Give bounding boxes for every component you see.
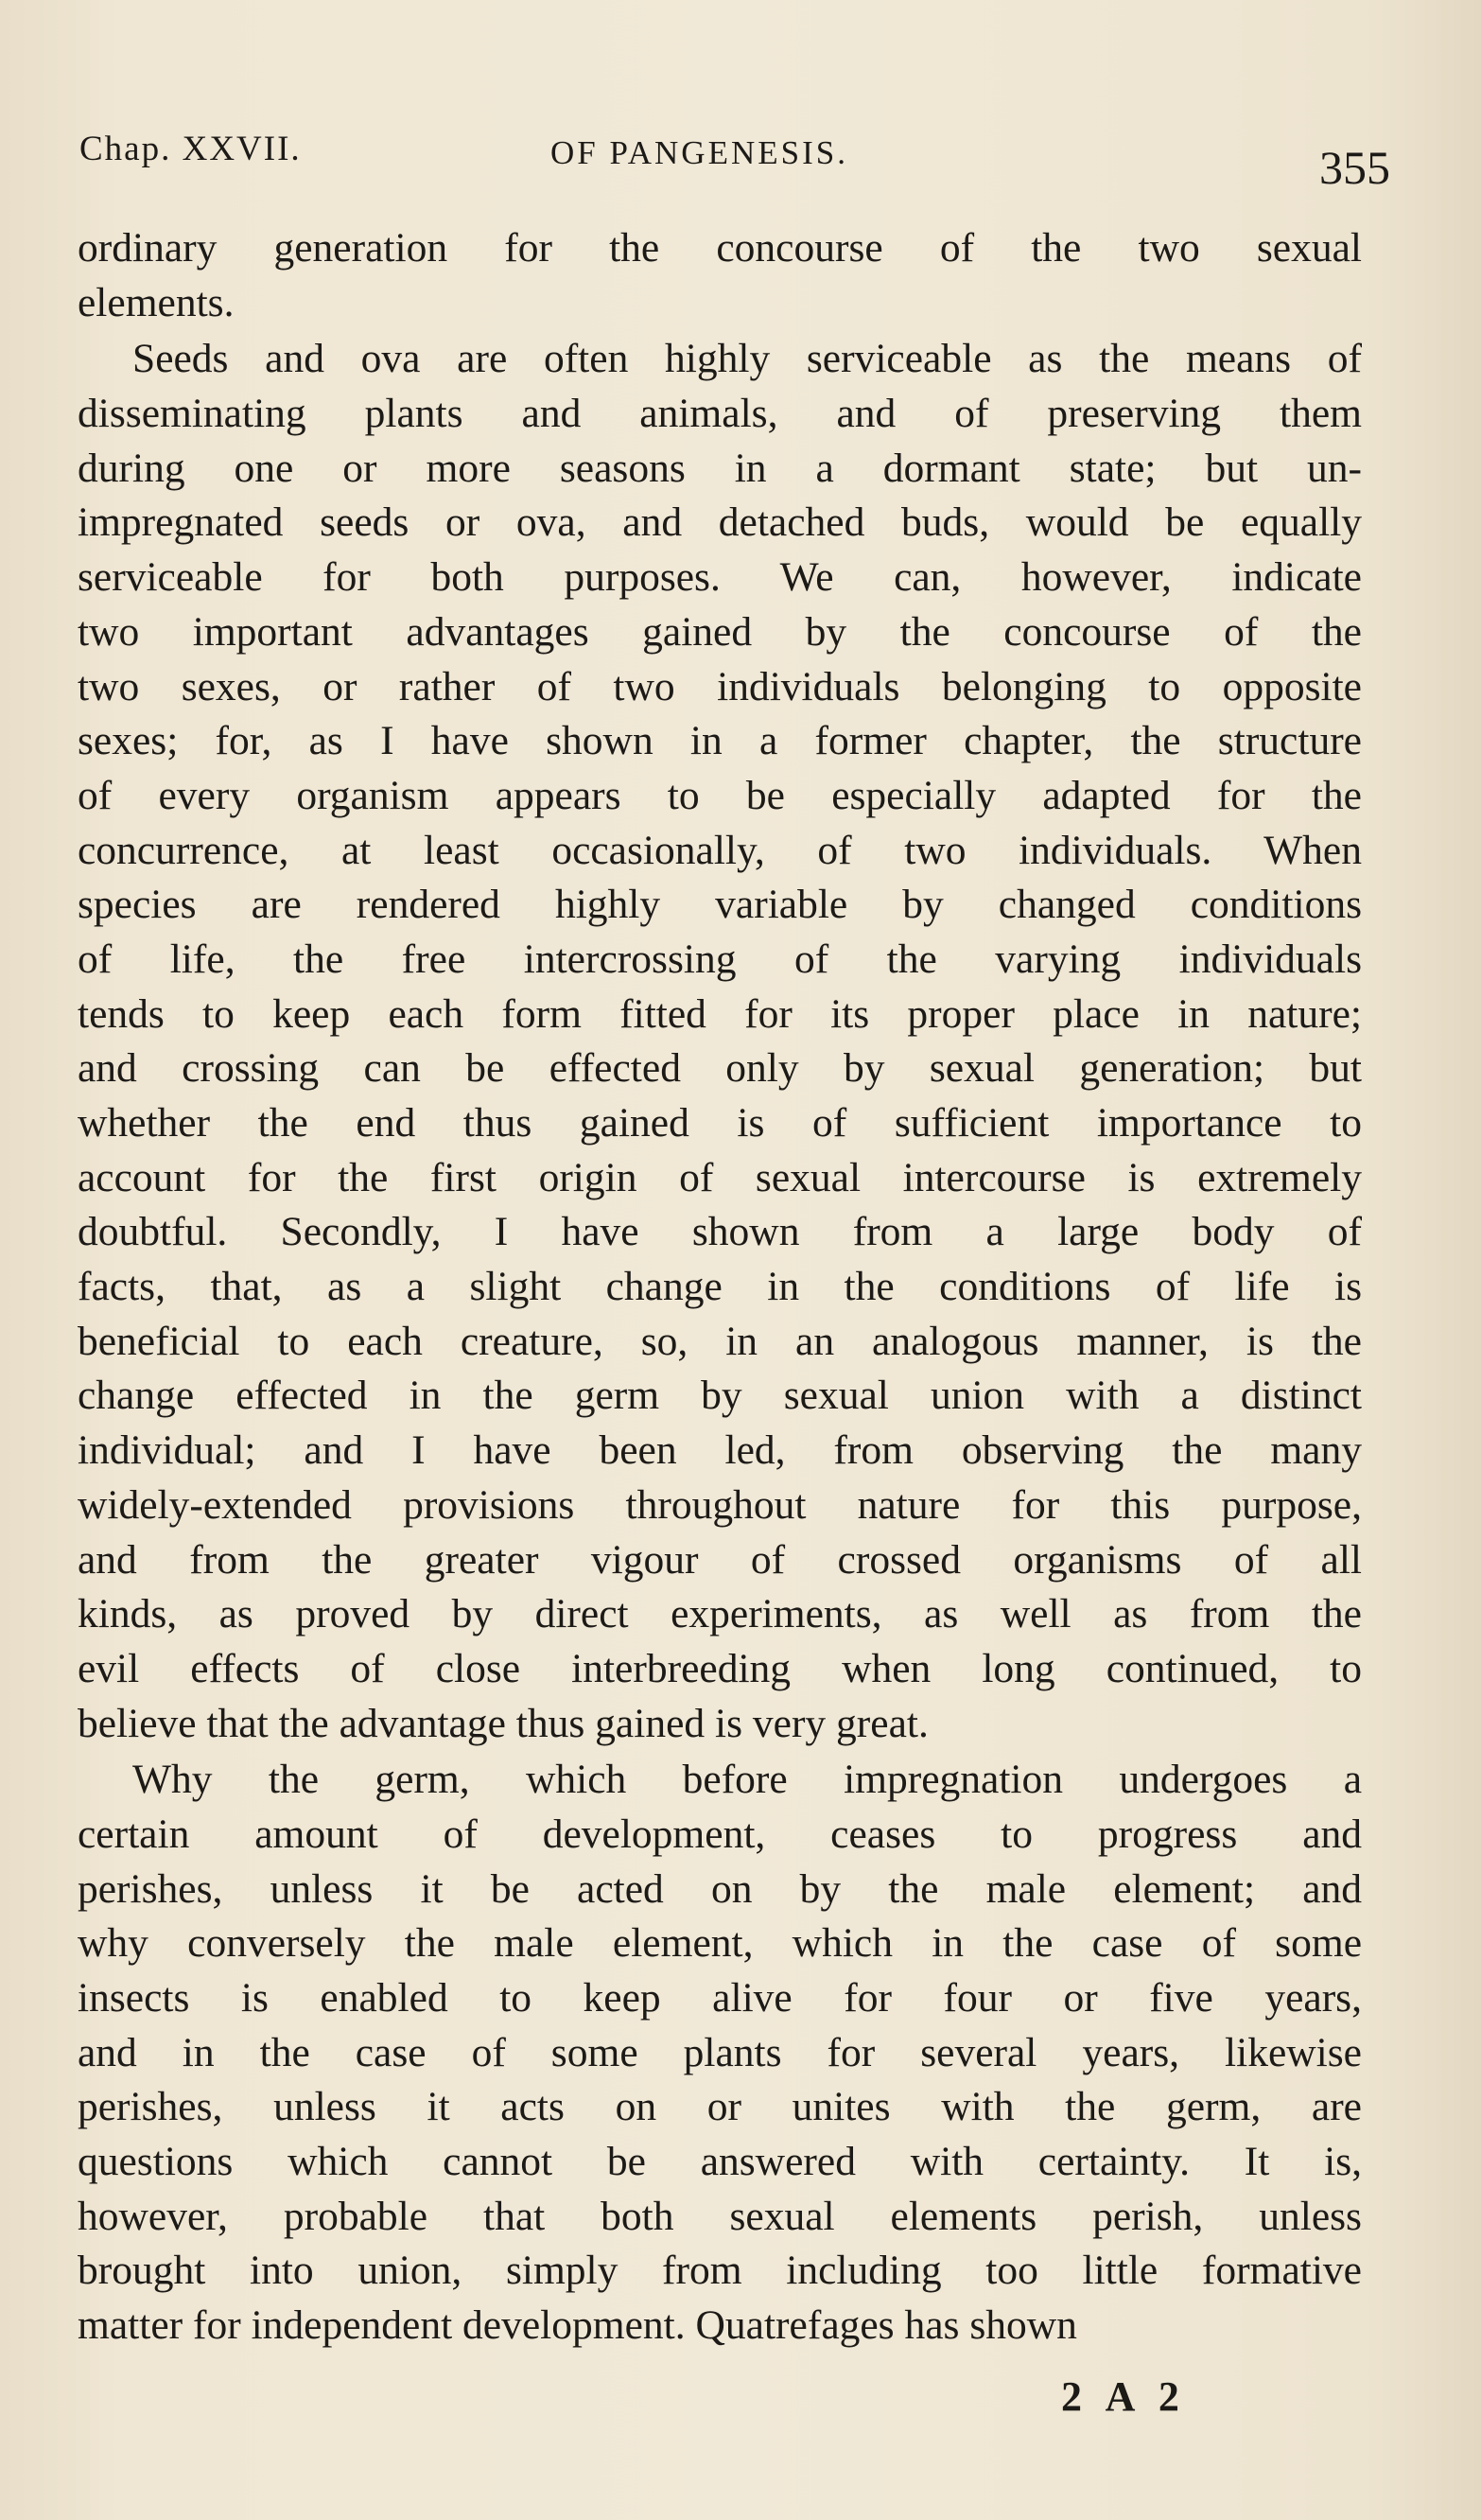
text-line: however, probable that both sexual elements perish, unless (78, 2193, 1362, 2239)
page-number: 355 (1319, 141, 1390, 194)
text-line: perishes, unless it be acted on by the male element; and (78, 1865, 1362, 1912)
body-text (78, 221, 1362, 2354)
running-header (79, 121, 1390, 197)
text-line: and from the greater vigour of crossed organisms of all (78, 1536, 1362, 1583)
text-line: certain amount of development, ceases to progress and (78, 1811, 1362, 1857)
text-line: doubtful. Secondly, I have shown from a large body of (78, 1209, 1362, 1255)
text-line: tends to keep each form fitted for its proper place in nature; (78, 990, 1362, 1037)
text-line: and crossing can be effected only by sexual generation; but (78, 1045, 1362, 1092)
text-line: two sexes, or rather of two individuals belonging to opposite (78, 663, 1362, 709)
text-line: perishes, unless it acts on or unites with the germ, are (78, 2084, 1362, 2130)
text-line: facts, that, as a slight change in the conditions of life is (78, 1264, 1362, 1310)
text-line: questions which cannot be answered with certainty. It is, (78, 2139, 1362, 2185)
text-line: believe that the advantage thus gained is very great. (78, 1700, 929, 1746)
text-line: evil effects of close interbreeding when long continued, to (78, 1645, 1362, 1691)
text-line: account for the first origin of sexual intercourse is extremely (78, 1154, 1362, 1200)
paragraph (78, 332, 1362, 1751)
text-line: concurrence, at least occasionally, of two individuals. When (78, 827, 1362, 873)
signature-mark: 2 A 2 (1061, 2373, 1187, 2420)
paragraph (78, 221, 1362, 330)
text-line: elements. (78, 279, 235, 325)
text-line: of every organism appears to be especially adapted for the (78, 772, 1362, 818)
text-line: serviceable for both purposes. We can, however, indicate (78, 554, 1362, 601)
text-line: and in the case of some plants for several years, likewise (78, 2029, 1362, 2075)
text-line: disseminating plants and animals, and of preserving them (78, 391, 1362, 437)
text-line: of life, the free intercrossing of the varying individuals (78, 936, 1362, 982)
text-line: during one or more seasons in a dormant state; but un- (78, 445, 1362, 491)
text-line: kinds, as proved by direct experiments, as well as from the (78, 1591, 1362, 1637)
text-line: why conversely the male element, which in the case of some (78, 1920, 1362, 1967)
text-line: beneficial to each creature, so, in an analogous manner, is the (78, 1318, 1362, 1364)
text-line: Seeds and ova are often highly serviceable as the means of (132, 336, 1362, 382)
paragraph (78, 1753, 1362, 2354)
text-line: species are rendered highly variable by changed conditions (78, 882, 1362, 928)
text-line: sexes; for, as I have shown in a former chapter, the structure (78, 718, 1362, 764)
text-line: widely-extended provisions throughout nature for this purpose, (78, 1481, 1362, 1528)
text-line: individual; and I have been led, from observing the many (78, 1427, 1362, 1474)
chapter-label: Chap. XXVII. (79, 130, 302, 168)
text-line: two important advantages gained by the concourse of the (78, 608, 1362, 655)
text-line: matter for independent development. Quatrefages has shown (78, 2302, 1077, 2349)
text-line: brought into union, simply from including too little formative (78, 2248, 1362, 2294)
text-line: Why the germ, which before impregnation undergoes a (132, 1757, 1362, 1803)
running-title: OF PANGENESIS. (550, 134, 848, 171)
text-line: impregnated seeds or ova, and detached buds, would be equally (78, 499, 1362, 546)
text-line: ordinary generation for the concourse of the two sexual (78, 225, 1362, 271)
text-line: whether the end thus gained is of sufficient importance to (78, 1100, 1362, 1146)
text-line: insects is enabled to keep alive for four or five years, (78, 1975, 1362, 2021)
text-line: change effected in the germ by sexual union with a distinct (78, 1373, 1362, 1419)
